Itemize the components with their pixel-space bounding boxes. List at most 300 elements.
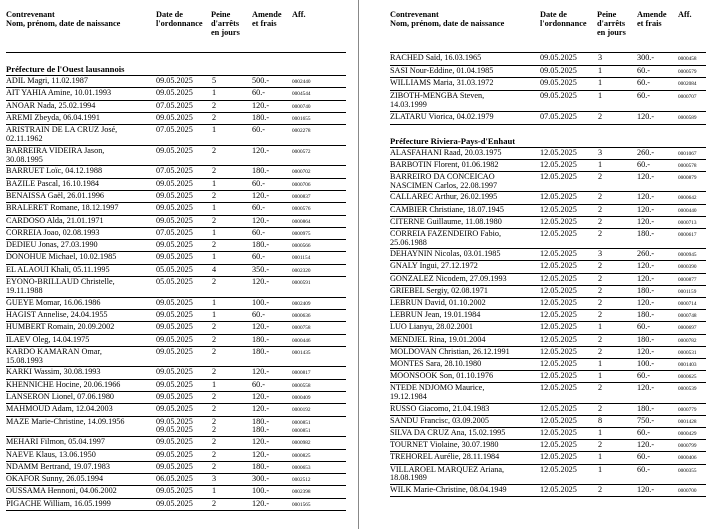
entry-amount: 60.- bbox=[252, 252, 265, 262]
entry-days: 2 bbox=[598, 310, 603, 320]
entry-aff: 0000825 bbox=[292, 452, 311, 459]
table-row bbox=[390, 229, 706, 248]
entry-date: 09.05.2025 bbox=[156, 461, 193, 471]
table-row bbox=[6, 310, 346, 321]
entry-days: 2 bbox=[212, 166, 217, 176]
entry-name: BENAISSA Gaël, 26.01.1996 bbox=[6, 190, 105, 200]
table-row bbox=[6, 417, 346, 437]
header-name: Contrevenant Nom, prénom, date de naissance bbox=[390, 10, 505, 28]
entry-amount: 260.- bbox=[637, 147, 655, 157]
entry-amount: 60.- bbox=[252, 379, 265, 389]
entry-amount: 120.- bbox=[637, 216, 655, 226]
entry-days: 1 bbox=[598, 65, 603, 75]
entry-date: 12.05.2025 bbox=[540, 358, 577, 368]
entry-days: 1 bbox=[212, 379, 217, 389]
entry-date: 09.05.2025 bbox=[156, 203, 193, 213]
entry-aff: 0000625 bbox=[678, 374, 697, 381]
entry-amount: 120.- bbox=[252, 498, 270, 508]
entry-date: 05.05.2025 bbox=[156, 277, 193, 287]
entry-days: 1 bbox=[212, 178, 217, 188]
table-row bbox=[6, 228, 346, 239]
entry-days: 1 bbox=[212, 203, 217, 213]
entry-name: NAEVE Klaus, 13.06.1950 bbox=[6, 449, 96, 459]
entry-date: 09.05.2025 bbox=[540, 78, 577, 88]
entry-aff: 0000879 bbox=[678, 174, 697, 181]
entry-date: 12.05.2025 bbox=[540, 159, 577, 169]
entry-date: 09.05.2025 bbox=[540, 90, 577, 100]
entry-date: 09.05.2025 bbox=[156, 379, 193, 389]
table-row bbox=[390, 452, 706, 463]
entry-date: 09.05.2025 bbox=[156, 76, 193, 85]
entry-days: 1 bbox=[212, 125, 217, 135]
header-amende: Amende et frais bbox=[252, 10, 282, 28]
entry-name: MAHMOUD Adam, 12.04.2003 bbox=[6, 404, 113, 414]
table-row bbox=[390, 322, 706, 333]
entry-amount: 60.- bbox=[637, 371, 650, 381]
table-row bbox=[390, 286, 706, 297]
entry-days: 2 bbox=[212, 367, 217, 377]
entry-days: 1 bbox=[212, 297, 217, 307]
table-row bbox=[6, 146, 346, 166]
entry-name: MOLDOVAN Christian, 26.12.1991 bbox=[390, 346, 510, 356]
table-row bbox=[390, 310, 706, 321]
entry-aff: 0000748 bbox=[678, 313, 697, 320]
entry-date: 12.05.2025 bbox=[540, 415, 577, 425]
entry-amount: 60.- bbox=[252, 227, 265, 237]
entry-amount: 180.- bbox=[252, 461, 270, 471]
entry-aff: 0000714 bbox=[678, 301, 697, 308]
entry-aff: 0001655 bbox=[292, 115, 311, 122]
entry-days: 1 bbox=[598, 90, 603, 100]
table-row bbox=[390, 249, 706, 260]
entry-name: LUO Lianyu, 28.02.2001 bbox=[390, 322, 474, 332]
entry-name: GRIEBEL Sergiy, 02.08.1971 bbox=[390, 285, 488, 295]
section-title-ouest-lausannois: Préfecture de l'Ouest lausannois bbox=[6, 64, 125, 74]
entry-date: 09.05.2025 bbox=[156, 392, 193, 402]
entry-name: AREMI Zbeyda, 06.04.1991 bbox=[6, 112, 100, 122]
entry-name: CALLAREC Arthur, 26.02.1995 bbox=[390, 192, 498, 202]
entry-aff: 0000799 bbox=[678, 443, 697, 450]
entry-days: 2 bbox=[598, 192, 603, 202]
entry-aff: 0001435 bbox=[292, 349, 311, 356]
table-row bbox=[390, 261, 706, 272]
table-row bbox=[6, 76, 346, 87]
entry-days: 2 bbox=[212, 215, 217, 225]
entry-aff: 0000713 bbox=[678, 219, 697, 226]
entry-name: RACHED Saïd, 16.03.1965 bbox=[390, 53, 482, 62]
table-row bbox=[390, 274, 706, 285]
table-row bbox=[390, 335, 706, 346]
entry-aff: 0002398 bbox=[292, 489, 311, 496]
entry-amount: 180.- bbox=[637, 403, 655, 413]
entry-days: 2 bbox=[212, 240, 217, 250]
entry-aff: 0000779 bbox=[678, 406, 697, 413]
entry-aff: 0002409 bbox=[292, 300, 311, 307]
entry-amount: 60.- bbox=[637, 78, 650, 88]
entry-date: 12.05.2025 bbox=[540, 310, 577, 320]
entry-aff: 0000440 bbox=[678, 207, 697, 214]
entry-date: 12.05.2025 bbox=[540, 285, 577, 295]
entry-date: 09.05.2025 bbox=[540, 65, 577, 75]
entry-aff: 0000851 0000851 bbox=[292, 419, 311, 435]
entry-date: 12.05.2025 bbox=[540, 452, 577, 462]
entry-amount: 180.- bbox=[252, 112, 270, 122]
entry-days: 2 bbox=[212, 498, 217, 508]
table-row bbox=[6, 335, 346, 346]
entry-days: 2 bbox=[212, 461, 217, 471]
entry-date: 12.05.2025 bbox=[540, 298, 577, 308]
entry-days: 1 bbox=[598, 358, 603, 368]
entry-name: LEBRUN David, 01.10.2002 bbox=[390, 298, 486, 308]
table-row bbox=[390, 53, 706, 65]
entry-name: TREHOREL Aurélie, 28.11.1984 bbox=[390, 452, 500, 462]
entry-date: 09.05.2025 bbox=[156, 252, 193, 262]
entry-days: 2 bbox=[212, 392, 217, 402]
table-row bbox=[6, 277, 346, 297]
entry-name: DEDIEU Jonas, 27.03.1990 bbox=[6, 240, 98, 250]
entry-days: 2 bbox=[598, 334, 603, 344]
entry-name: CITERNE Guillaume, 11.08.1980 bbox=[390, 216, 502, 226]
entry-name: ARISTRAIN DE LA CRUZ José, 02.11.1962 bbox=[6, 125, 118, 143]
entry-days: 2 bbox=[212, 190, 217, 200]
entry-date: 07.05.2025 bbox=[156, 166, 193, 176]
entry-date: 09.05.2025 bbox=[156, 449, 193, 459]
entry-name: DEHAYNIN Nicolas, 03.01.1985 bbox=[390, 249, 501, 259]
entry-name: TOURNET Violaine, 30.07.1980 bbox=[390, 440, 499, 450]
entry-aff: 0000572 bbox=[292, 148, 311, 155]
table-row bbox=[390, 205, 706, 216]
entry-date: 09.05.2025 bbox=[156, 334, 193, 344]
entry-amount: 120.- bbox=[252, 322, 270, 332]
entry-name: CORREIA FAZENDEIRO Fabio, 25.06.1988 bbox=[390, 228, 502, 247]
entry-date: 09.05.2025 bbox=[156, 498, 193, 508]
entry-date: 12.05.2025 bbox=[540, 485, 577, 495]
entry-date: 12.05.2025 bbox=[540, 216, 577, 226]
entry-days: 2 bbox=[598, 440, 603, 450]
entry-amount: 120.- bbox=[637, 298, 655, 308]
entry-date: 09.05.2025 bbox=[156, 367, 193, 377]
entry-amount: 180.- bbox=[252, 334, 270, 344]
entry-aff: 0001565 bbox=[292, 501, 311, 508]
table-row bbox=[6, 347, 346, 367]
entry-date: 09.05.2025 bbox=[156, 297, 193, 307]
table-row bbox=[390, 440, 706, 451]
table-row bbox=[6, 380, 346, 391]
entry-name: VILLAROEL MARQUEZ Ariana, 18.08.1989 bbox=[390, 464, 505, 483]
entry-amount: 120.- bbox=[252, 215, 270, 225]
table-row bbox=[390, 404, 706, 415]
table-row bbox=[390, 91, 706, 111]
entry-aff: 0000706 bbox=[292, 181, 311, 188]
entry-aff: 0000636 bbox=[292, 312, 311, 319]
entry-days: 2 bbox=[212, 346, 217, 356]
header-peine: Peine d'arrêts en jours bbox=[597, 10, 626, 37]
entry-amount: 120.- bbox=[637, 440, 655, 450]
header-name: Contrevenant Nom, prénom, date de naissance bbox=[6, 10, 121, 28]
entry-date: 09.05.2025 bbox=[156, 145, 193, 155]
table-row bbox=[390, 192, 706, 203]
entry-name: BARREIRO DA CONCEICAO NASCIMEN Carlos, 22.08.1997 bbox=[390, 171, 498, 190]
table-row bbox=[390, 172, 706, 191]
entry-aff: 0000576 bbox=[292, 206, 311, 213]
entry-days: 2 bbox=[212, 334, 217, 344]
entry-name: DONOHUE Michael, 10.02.1985 bbox=[6, 252, 117, 262]
entry-aff: 0000877 bbox=[678, 276, 697, 283]
right-rows-top bbox=[390, 53, 706, 125]
entry-days: 1 bbox=[598, 371, 603, 381]
entry-aff: 0000700 bbox=[678, 488, 697, 495]
entry-days: 1 bbox=[598, 322, 603, 332]
table-row bbox=[6, 486, 346, 497]
entry-date: 07.05.2025 bbox=[156, 100, 193, 110]
entry-date: 07.05.2025 bbox=[540, 111, 577, 121]
entry-days: 2 bbox=[598, 403, 603, 413]
entry-days: 2 bbox=[598, 383, 603, 393]
header-amende: Amende et frais bbox=[637, 10, 667, 28]
table-header-left bbox=[6, 10, 346, 52]
entry-name: EYONO-BRILLAUD Christelle, 19.11.1988 bbox=[6, 277, 115, 295]
entry-aff: 0000702 bbox=[292, 169, 311, 176]
table-row bbox=[390, 347, 706, 358]
entry-aff: 0001403 bbox=[678, 361, 697, 368]
entry-amount: 180.- bbox=[637, 334, 655, 344]
table-row bbox=[6, 499, 346, 510]
entry-amount: 180.- bbox=[252, 166, 270, 176]
entry-aff: 0000578 bbox=[678, 162, 697, 169]
column-divider bbox=[358, 0, 359, 529]
entry-amount: 120.- bbox=[637, 192, 655, 202]
row-rule bbox=[390, 496, 706, 497]
entry-amount: 120.- bbox=[637, 485, 655, 495]
entry-amount: 120.- bbox=[252, 367, 270, 377]
entry-aff: 0000446 bbox=[292, 337, 311, 344]
table-row bbox=[390, 78, 706, 90]
table-row bbox=[390, 112, 706, 124]
entry-amount: 60.- bbox=[252, 203, 265, 213]
entry-date: 12.05.2025 bbox=[540, 464, 577, 474]
entry-name: LEBRUN Jean, 19.01.1984 bbox=[390, 310, 481, 320]
header-peine: Peine d'arrêts en jours bbox=[211, 10, 240, 37]
table-row bbox=[6, 203, 346, 214]
entry-date: 12.05.2025 bbox=[540, 204, 577, 214]
entry-amount: 60.- bbox=[637, 159, 650, 169]
entry-name: KARKI Wassim, 30.08.1993 bbox=[6, 367, 101, 377]
entry-days: 2 bbox=[598, 204, 603, 214]
entry-date: 12.05.2025 bbox=[540, 334, 577, 344]
entry-amount: 100.- bbox=[252, 297, 270, 307]
entry-amount: 180.- 180.- bbox=[252, 416, 270, 435]
entry-name: ZLATARU Viorica, 04.02.1979 bbox=[390, 111, 494, 121]
entry-date: 09.05.2025 bbox=[156, 437, 193, 447]
entry-name: SILVA DA CRUZ Ana, 15.02.1995 bbox=[390, 428, 506, 438]
header-date: Date de l'ordonnance bbox=[156, 10, 203, 28]
entry-name: ALASFAHANI Raad, 20.03.1975 bbox=[390, 147, 502, 157]
entry-name: CAMBIER Christiane, 18.07.1945 bbox=[390, 204, 504, 214]
entry-date: 09.05.2025 bbox=[540, 53, 577, 62]
entry-aff: 0001159 bbox=[678, 288, 697, 295]
entry-amount: 120.- bbox=[252, 277, 270, 287]
entry-aff: 0001428 bbox=[678, 418, 697, 425]
table-row bbox=[6, 88, 346, 99]
entry-name: LANSERON Lionel, 07.06.1980 bbox=[6, 392, 115, 402]
entry-amount: 60.- bbox=[252, 309, 265, 319]
entry-name: WILLIAMS Maria, 31.03.1972 bbox=[390, 78, 494, 88]
entry-aff: 0000945 bbox=[678, 252, 697, 259]
entry-days: 2 bbox=[598, 298, 603, 308]
entry-days: 2 bbox=[598, 171, 603, 181]
entry-aff: 0000558 bbox=[292, 382, 311, 389]
entry-name: WILK Marie-Christine, 08.04.1949 bbox=[390, 485, 507, 495]
entry-days: 1 bbox=[212, 486, 217, 496]
entry-name: OKAFOR Sunny, 26.05.1994 bbox=[6, 474, 104, 484]
entry-days: 2 bbox=[212, 437, 217, 447]
entry-aff: 0000653 bbox=[292, 464, 311, 471]
entry-name: ANOAR Nada, 25.02.1994 bbox=[6, 100, 96, 110]
entry-days: 2 bbox=[598, 273, 603, 283]
table-row bbox=[6, 265, 346, 276]
entry-days: 3 bbox=[598, 249, 603, 259]
left-rows bbox=[6, 76, 346, 511]
entry-name: ZIBOTH-MENGBA Steven, 14.03.1999 bbox=[390, 90, 485, 109]
entry-days: 1 bbox=[212, 227, 217, 237]
entry-amount: 300.- bbox=[252, 474, 270, 484]
entry-name: MAZE Marie-Christine, 14.09.1956 bbox=[6, 416, 125, 426]
table-row bbox=[390, 66, 706, 78]
entry-aff: 0002084 bbox=[678, 81, 697, 88]
left-column bbox=[6, 10, 346, 511]
entry-aff: 0000975 bbox=[292, 230, 311, 237]
entry-date: 12.05.2025 bbox=[540, 249, 577, 259]
table-row bbox=[6, 101, 346, 112]
entry-amount: 120.- bbox=[637, 204, 655, 214]
entry-aff: 0000566 bbox=[292, 243, 311, 250]
table-row bbox=[6, 240, 346, 251]
entry-amount: 350.- bbox=[252, 264, 270, 274]
entry-amount: 60.- bbox=[252, 125, 265, 135]
entry-aff: 0000409 bbox=[292, 395, 311, 402]
row-rule bbox=[6, 510, 346, 511]
entry-aff: 0000758 bbox=[292, 325, 311, 332]
table-row bbox=[390, 428, 706, 439]
entry-name: GNALY Ingui, 27.12.1972 bbox=[390, 261, 478, 271]
entry-days: 2 bbox=[598, 285, 603, 295]
table-row bbox=[6, 450, 346, 461]
entry-amount: 60.- bbox=[252, 88, 265, 98]
entry-amount: 120.- bbox=[252, 449, 270, 459]
table-row bbox=[390, 359, 706, 370]
entry-name: KHENNICHE Hocine, 20.06.1966 bbox=[6, 379, 121, 389]
table-row bbox=[390, 383, 706, 402]
entry-aff: 0002278 bbox=[292, 128, 311, 135]
entry-amount: 100.- bbox=[252, 486, 270, 496]
entry-days: 2 2 bbox=[212, 416, 217, 435]
entry-days: 2 bbox=[598, 261, 603, 271]
entry-aff: 0002512 bbox=[292, 477, 311, 484]
entry-name: CARDOSO Alda, 21.01.1971 bbox=[6, 215, 104, 225]
entry-amount: 180.- bbox=[637, 285, 655, 295]
entry-aff: 0000864 bbox=[292, 218, 311, 225]
table-row bbox=[390, 465, 706, 484]
entry-aff: 0000531 bbox=[678, 349, 697, 356]
entry-amount: 180.- bbox=[252, 240, 270, 250]
entry-date: 09.05.2025 bbox=[156, 215, 193, 225]
entry-amount: 60.- bbox=[252, 178, 265, 188]
entry-name: ADIL Magri, 11.02.1987 bbox=[6, 76, 88, 85]
entry-date: 12.05.2025 bbox=[540, 261, 577, 271]
entry-aff: 0000707 bbox=[678, 93, 697, 100]
entry-days: 1 bbox=[212, 252, 217, 262]
entry-name: NTEDE NDJOMO Maurice, 19.12.1984 bbox=[390, 383, 485, 402]
table-row bbox=[6, 437, 346, 448]
entry-name: BARBOTIN Florent, 01.06.1982 bbox=[390, 159, 499, 169]
entry-amount: 120.- bbox=[637, 111, 655, 121]
entry-aff: 0001154 bbox=[292, 255, 311, 262]
entry-date: 09.05.2025 bbox=[156, 486, 193, 496]
entry-days: 3 bbox=[598, 147, 603, 157]
table-row bbox=[6, 166, 346, 177]
entry-aff: 0004544 bbox=[292, 91, 311, 98]
entry-days: 2 bbox=[598, 216, 603, 226]
table-row bbox=[6, 191, 346, 202]
entry-name: BAZILE Pascal, 16.10.1984 bbox=[6, 178, 100, 188]
entry-amount: 120.- bbox=[252, 392, 270, 402]
entry-date: 09.05.2025 bbox=[156, 309, 193, 319]
table-row bbox=[6, 298, 346, 309]
entry-amount: 120.- bbox=[252, 100, 270, 110]
entry-date: 09.05.2025 bbox=[156, 88, 193, 98]
entry-amount: 120.- bbox=[637, 273, 655, 283]
entry-amount: 60.- bbox=[637, 65, 650, 75]
header-aff: Aff. bbox=[292, 10, 306, 19]
entry-amount: 750.- bbox=[637, 415, 655, 425]
entry-name: OUSSAMA Hennoni, 04.06.2002 bbox=[6, 486, 117, 496]
table-row bbox=[6, 404, 346, 415]
entry-name: BARRUET Loïc, 04.12.1988 bbox=[6, 166, 103, 176]
entry-date: 09.05.2025 bbox=[156, 112, 193, 122]
table-row bbox=[6, 462, 346, 473]
entry-name: AIT YAHIA Amine, 10.01.1993 bbox=[6, 88, 112, 98]
entry-date: 12.05.2025 bbox=[540, 428, 577, 438]
entry-name: PIGACHE William, 16.05.1999 bbox=[6, 498, 111, 508]
entry-aff: 0000579 bbox=[678, 68, 697, 75]
table-row bbox=[390, 148, 706, 159]
entry-days: 4 bbox=[212, 264, 217, 274]
entry-date: 12.05.2025 bbox=[540, 371, 577, 381]
entry-amount: 120.- bbox=[252, 437, 270, 447]
entry-days: 2 bbox=[212, 277, 217, 287]
entry-aff: 0001067 bbox=[678, 150, 697, 157]
table-row bbox=[390, 217, 706, 228]
entry-amount: 120.- bbox=[637, 261, 655, 271]
entry-name: GUEYE Momar, 16.06.1986 bbox=[6, 297, 101, 307]
entry-amount: 260.- bbox=[637, 249, 655, 259]
entry-days: 1 bbox=[598, 428, 603, 438]
entry-days: 1 bbox=[212, 309, 217, 319]
entry-days: 2 bbox=[212, 449, 217, 459]
entry-name: GONZALEZ Nicodem, 27.09.1993 bbox=[390, 273, 507, 283]
entry-date: 12.05.2025 bbox=[540, 440, 577, 450]
entry-days: 8 bbox=[598, 415, 603, 425]
entry-name: EL ALAOUI Khali, 05.11.1995 bbox=[6, 264, 110, 274]
entry-aff: 0002320 bbox=[292, 267, 311, 274]
entry-days: 2 bbox=[212, 112, 217, 122]
entry-amount: 120.- bbox=[637, 383, 655, 393]
entry-amount: 100.- bbox=[637, 358, 655, 368]
entry-aff: 0000817 bbox=[292, 370, 311, 377]
entry-name: MENDJEL Rina, 19.01.2004 bbox=[390, 334, 486, 344]
entry-days: 1 bbox=[212, 88, 217, 98]
entry-aff: 0000740 bbox=[292, 103, 311, 110]
